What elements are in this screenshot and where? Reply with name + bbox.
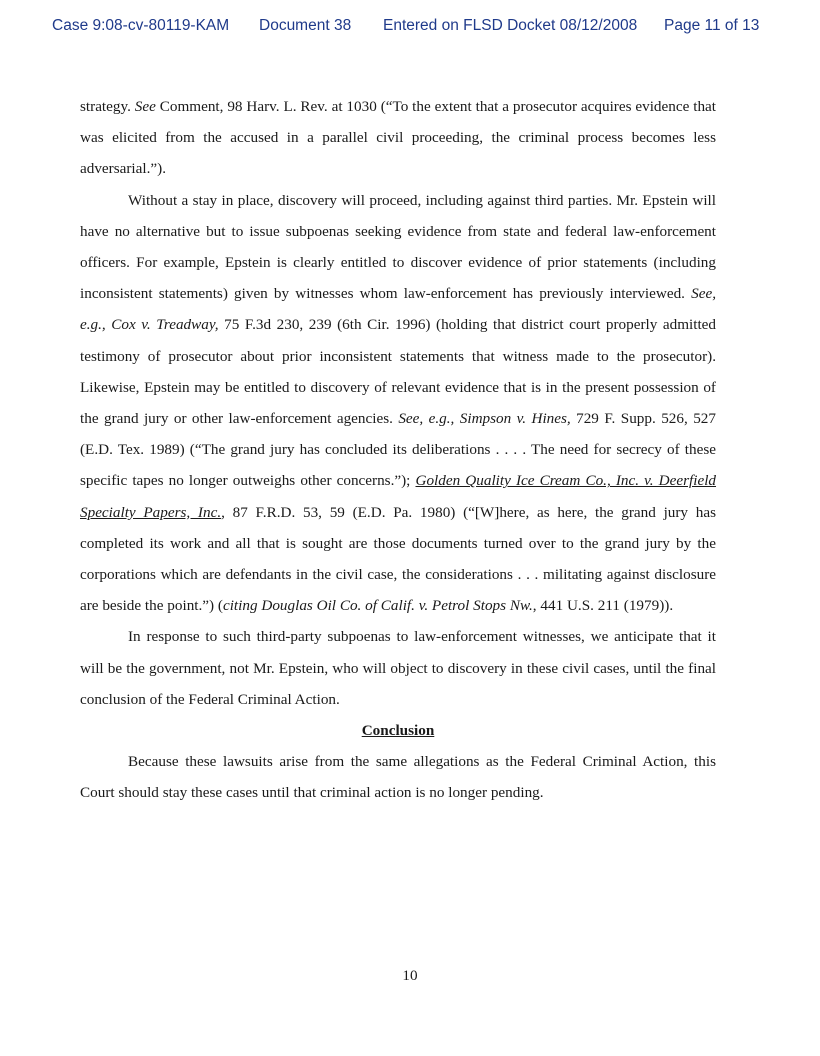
entered-date: Entered on FLSD Docket 08/12/2008 xyxy=(383,17,638,34)
citation-golden: Golden Quality Ice Cream Co., Inc. v. Deerfield Specialty Papers, Inc. xyxy=(80,472,717,521)
paragraph-1: strategy. See Comment, 98 Harv. L. Rev. at 1030 (“To the extent that a prosecutor acquires evidence that was elicited from the accused in a parallel civil proceeding, the criminal process becomes less adversarial.”). xyxy=(80,98,717,178)
page-count: Page 11 of 13 xyxy=(664,17,760,34)
case-number: Case 9:08-cv-80119-KAM xyxy=(52,17,230,34)
paragraph-3: In response to such third-party subpoenas to law-enforcement witnesses, we anticipate that it will be the government, not Mr. Epstein, who will object to discovery in these civil cases, until the final conclusion of the Federal Criminal Action. xyxy=(80,628,716,708)
page-number: 10 xyxy=(402,967,418,984)
citation-simpson: See, e.g., Simpson v. Hines, xyxy=(398,410,571,428)
citation-cox: See, e.g., Cox v. Treadway, xyxy=(80,285,716,334)
citation-douglas: citing Douglas Oil Co. of Calif. v. Petrol Stops Nw. xyxy=(222,597,533,615)
paragraph-2: Without a stay in place, discovery will proceed, including against third parties. Mr. Epstein will have no alternative but to issue subpoenas seeking evidence from state and federal law-enforcement officers. For example, Epstein is clearly entitled to discover evidence of prior statements (including inconsistent statements) given by witnesses whom law-enforcement has previously interviewed. See, e.g., Cox v. Treadway, 75 F.3d 230, 239 (6th Cir. 1996) (holding that district court properly admitted testimony of prosecutor about prior inconsistent statements that witness made to the prosecutor). Likewise, Epstein may be entitled to discovery of relevant evidence that is in the present possession of the grand jury or other law-enforcement agencies. See, e.g., Simpson v. Hines, 729 F. Supp. 526, 527 (E.D. Tex. 1989) (“The grand jury has concluded its deliberations . . . . The need for secrecy of these specific tapes no longer outweighs other concerns.”); Golden Quality Ice Cream Co., Inc. v. Deerfield Specialty Papers, Inc., 87 F.R.D. 53, 59 (E.D. Pa. 1980) (“[W]here, as here, the grand jury has completed its work and all that is sought are those documents turned over to the grand jury by the corporations which are defendants in the civil case, the considerations . . . militating against disclosure are beside the point.”) (citing Douglas Oil Co. of Calif. v. Petrol Stops Nw., 441 U.S. 211 (1979)). xyxy=(80,191,717,615)
paragraph-4: Because these lawsuits arise from the same allegations as the Federal Criminal Action, this Court should stay these cases until that criminal action is no longer pending. xyxy=(80,753,716,802)
conclusion-heading: Conclusion xyxy=(361,722,435,740)
document-number: Document 38 xyxy=(259,17,352,34)
citation-signal: See xyxy=(134,98,156,115)
docket-header xyxy=(0,13,820,39)
document-body xyxy=(80,91,716,809)
